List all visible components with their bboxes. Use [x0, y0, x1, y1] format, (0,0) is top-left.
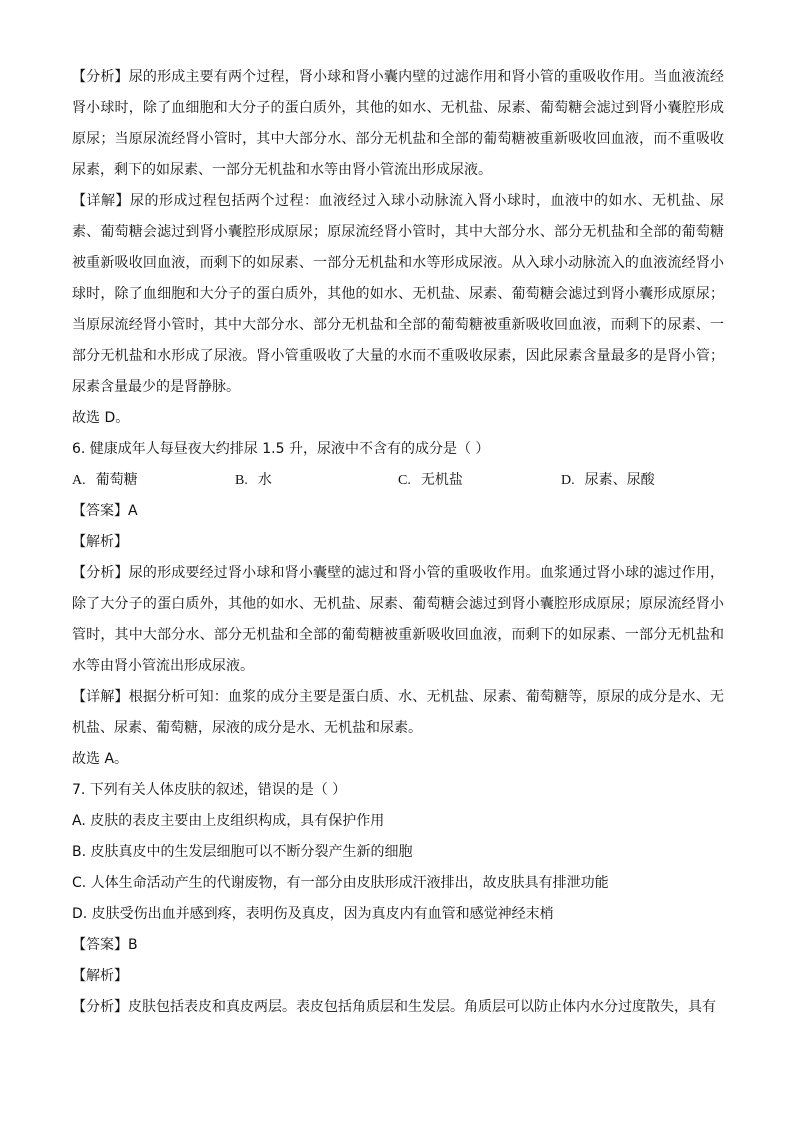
paragraph-text: 尿的形成过程包括两个过程：血液经过入球小动脉流入肾小球时，血液中的如水、无机盐、尿素、葡萄糖会滤过到肾小囊腔形成原尿；原尿流经肾小管时，其中大部分水、部分无机盐和全部的葡萄糖被重新吸收回血液，而剩下的如尿素、一部分无机盐和水等形成尿液。从入球小动脉流入的血液流经肾小球时，除了血细胞和大分子的蛋白质外，其他的如水、无机盐、尿素、葡萄糖会滤过到肾小囊形成原尿；当原尿流经肾小管时，其中大部分水、部分无机盐和全部的葡萄糖被重新吸收回血液，而剩下的尿素、一部分无机盐和水形成了尿液。肾小管重吸收了大量的水而不重吸收尿素，因此尿素含量最多的是肾小管；尿素含量最少的是肾静脉。 — [72, 193, 724, 395]
paragraph-text: A. 皮肤的表皮主要由上皮组织构成，具有保护作用 — [72, 813, 385, 829]
option-b: B. 水 — [235, 472, 272, 488]
question-7-option-a — [72, 806, 724, 837]
analysis-paragraph-q6 — [72, 558, 724, 682]
explanation-header-q6 — [72, 527, 724, 558]
section-tag: 【详解】 — [72, 193, 130, 209]
option-d: D. 尿素、尿酸 — [561, 472, 655, 488]
section-tag: 【解析】 — [72, 968, 128, 984]
analysis-paragraph-q5 — [72, 62, 724, 186]
answer-line-q7 — [72, 930, 724, 961]
section-tag: 【答案】 — [72, 937, 128, 953]
section-tag: 【答案】 — [72, 503, 128, 519]
detail-paragraph-q6 — [72, 682, 724, 744]
section-tag: 【分析】 — [72, 999, 128, 1015]
option-c: C. 无机盐 — [398, 472, 463, 488]
paragraph-text: 皮肤包括表皮和真皮两层。表皮包括角质层和生发层。角质层可以防止体内水分过度散失，具有 — [128, 999, 716, 1015]
answer-choice-q6 — [72, 744, 724, 775]
paragraph-text: 尿的形成主要有两个过程，肾小球和肾小囊内壁的过滤作用和肾小管的重吸收作用。当血液流经肾小球时，除了血细胞和大分子的蛋白质外，其他的如水、无机盐、尿素、葡萄糖会滤过到肾小囊腔形成原尿；当原尿流经肾小管时，其中大部分水、部分无机盐和全部的葡萄糖被重新吸收回血液，而不重吸收尿素，剩下的如尿素、一部分无机盐和水等由肾小管流出形成尿液。 — [72, 69, 725, 178]
option-a: A. 葡萄糖 — [72, 472, 138, 488]
paragraph-text: 6. 健康成年人每昼夜大约排尿 1.5 升，尿液中不含有的成分是（ ） — [72, 441, 490, 457]
question-7-option-c — [72, 868, 724, 899]
paragraph-text: 7. 下列有关人体皮肤的叙述，错误的是（ ） — [72, 782, 347, 798]
section-tag: 【分析】 — [72, 565, 129, 581]
question-6-options — [72, 465, 724, 496]
paragraph-text: A — [128, 503, 138, 519]
paragraph-text: 尿的形成要经过肾小球和肾小囊壁的滤过和肾小管的重吸收作用。血浆通过肾小球的滤过作用，除了大分子的蛋白质外，其他的如水、无机盐、尿素、葡萄糖会滤过到肾小囊腔形成原尿；原尿流经肾小管时，其中大部分水、部分无机盐和全部的葡萄糖被重新吸收回血液，而剩下的如尿素、一部分无机盐和水等由肾小管流出形成尿液。 — [72, 565, 725, 674]
answer-choice-q5 — [72, 403, 724, 434]
paragraph-text: 故选 A。 — [72, 751, 129, 767]
paragraph-text: 故选 D。 — [72, 410, 130, 426]
answer-line-q6 — [72, 496, 724, 527]
paragraph-text: D. 皮肤受伤出血并感到疼，表明伤及真皮，因为真皮内有血管和感觉神经末梢 — [72, 906, 554, 922]
paragraph-text: 根据分析可知：血浆的成分主要是蛋白质、水、无机盐、尿素、葡萄糖等，原尿的成分是水、无机盐、尿素、葡萄糖，尿液的成分是水、无机盐和尿素。 — [72, 689, 725, 736]
paragraph-text: C. 人体生命活动产生的代谢废物，有一部分由皮肤形成汗液排出，故皮肤具有排泄功能 — [72, 875, 609, 891]
section-tag: 【分析】 — [72, 69, 129, 85]
question-7-option-d — [72, 899, 724, 930]
explanation-header-q7 — [72, 961, 724, 992]
detail-paragraph-q5 — [72, 186, 724, 403]
question-7-option-b — [72, 837, 724, 868]
question-7-stem — [72, 775, 724, 806]
question-6-stem — [72, 434, 724, 465]
paragraph-text: B — [128, 937, 138, 953]
document-page — [72, 62, 724, 1023]
section-tag: 【解析】 — [72, 534, 128, 550]
analysis-paragraph-q7 — [72, 992, 724, 1023]
section-tag: 【详解】 — [72, 689, 129, 705]
paragraph-text: B. 皮肤真皮中的生发层细胞可以不断分裂产生新的细胞 — [72, 844, 413, 860]
